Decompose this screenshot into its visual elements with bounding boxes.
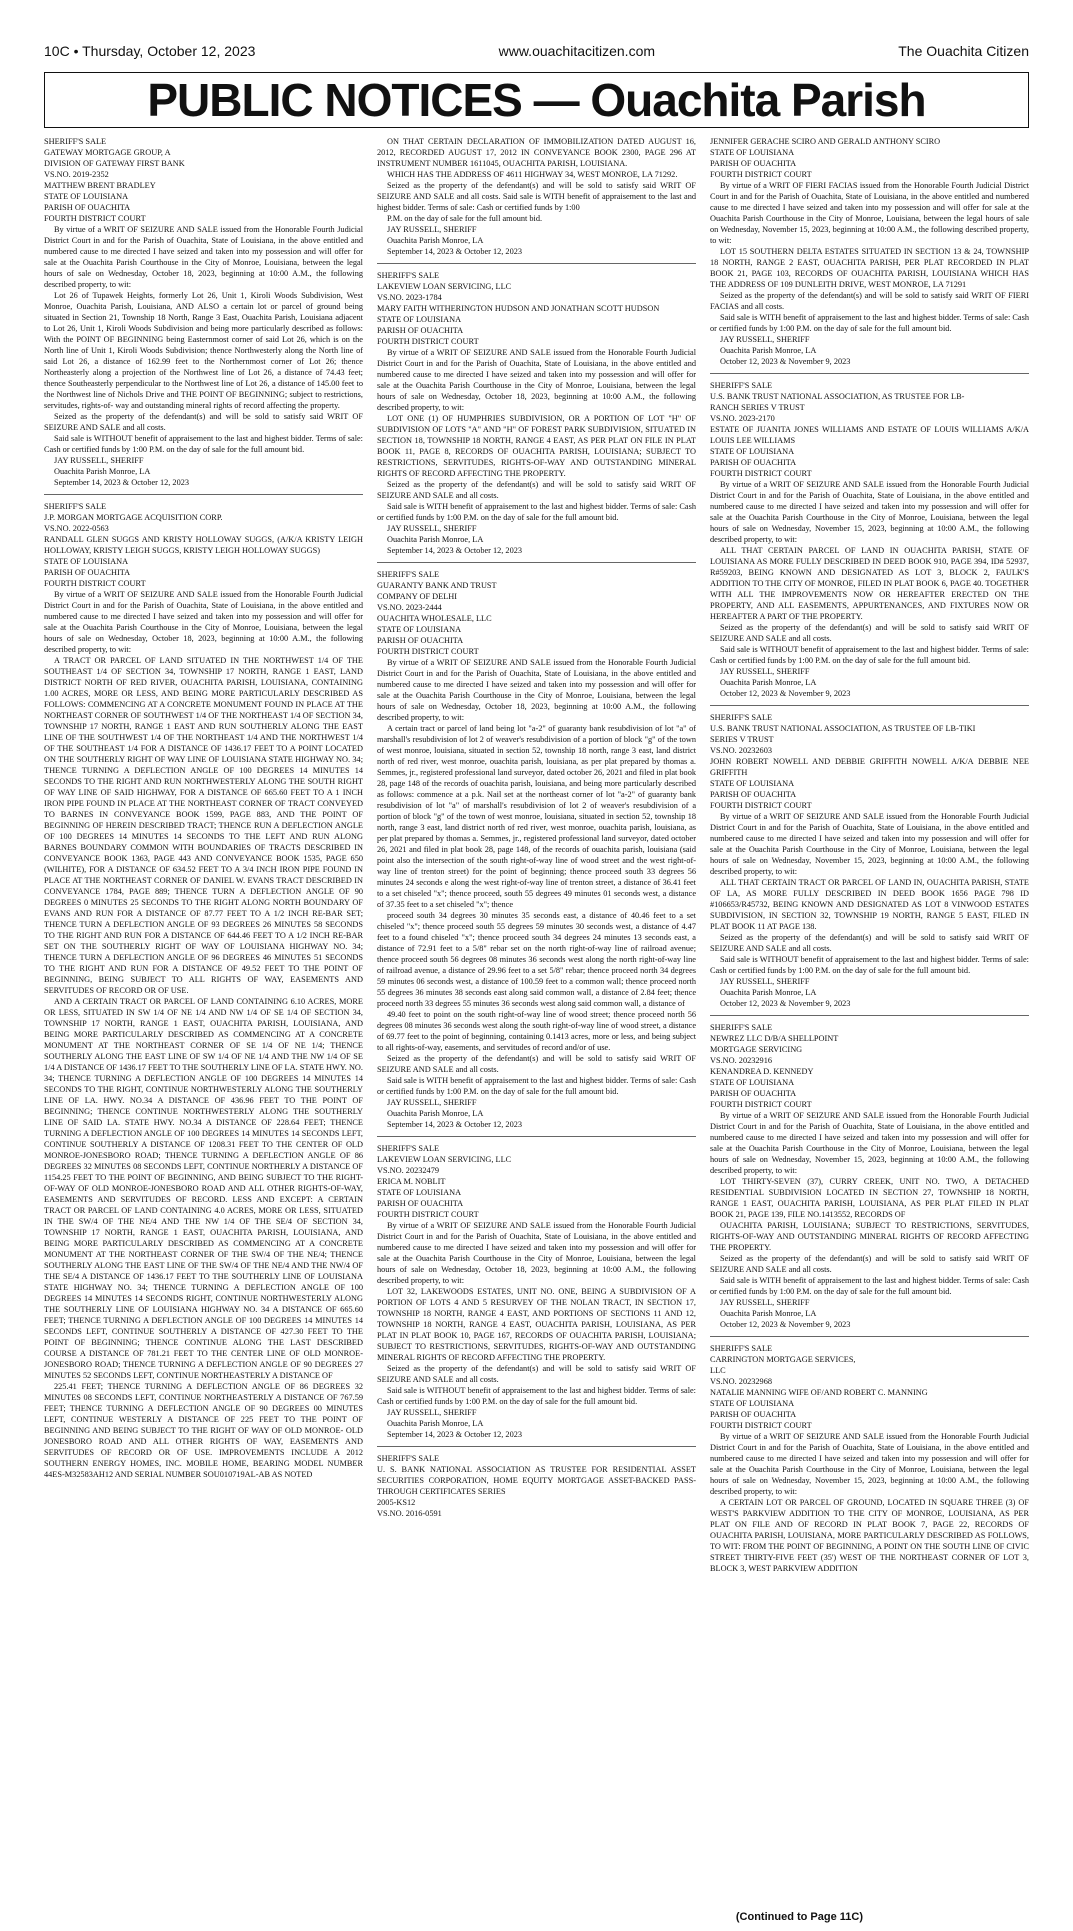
page-info: 10C • Thursday, October 12, 2023 <box>44 43 256 59</box>
notice-paragraph: Seized as the property of the defendant(s) and will be sold to satisfy said WRIT OF SEIZURE AND SALE and all costs. <box>710 1254 1029 1274</box>
notice-signature-line: Ouachita Parish Monroe, LA <box>54 467 151 476</box>
notice-heading-line: PARISH OF OUACHITA <box>377 326 464 335</box>
notice-heading-line: FOURTH DISTRICT COURT <box>710 801 812 810</box>
column-2 <box>377 136 696 1905</box>
notice-heading-line: JOHN ROBERT NOWELL AND DEBBIE GRIFFITH NOWELL A/K/A DEBBIE NEE GRIFFITH <box>710 757 1029 777</box>
notice-divider <box>377 562 696 563</box>
notice-heading-line: SHERIFF'S SALE <box>710 1344 773 1353</box>
notice-heading-line: J.P. MORGAN MORTGAGE ACQUISITION CORP. <box>44 513 223 522</box>
notice-heading-line: STATE OF LOUISIANA <box>710 148 795 157</box>
notice-signature-line: September 14, 2023 & October 12, 2023 <box>54 478 190 487</box>
notice-signature-line: October 12, 2023 & November 9, 2023 <box>720 689 851 698</box>
notice-heading-line: VS.NO. 2023-2170 <box>710 414 775 423</box>
notice-paragraph: Said sale is WITH benefit of appraisement to the last and highest bidder. Terms of sale: Cash or certified funds by 1:00 P.M. on the day of sale for the full amount bid. <box>710 313 1029 333</box>
notice-signature-line: September 14, 2023 & October 12, 2023 <box>387 546 523 555</box>
notice-heading-line: U. S. BANK NATIONAL ASSOCIATION AS TRUSTEE FOR RESIDENTIAL ASSET SECURITIES CORPORATION, HOME EQUITY MORTGAGE ASSET-BACKED PASS-THROUGH CERTIFICATES SERIES <box>377 1465 696 1496</box>
notice-heading-line: PARISH OF OUACHITA <box>377 1199 464 1208</box>
notice-heading-line: STATE OF LOUISIANA <box>710 1399 795 1408</box>
notice-divider <box>710 1015 1029 1016</box>
column-1 <box>44 136 363 1905</box>
legal-notice <box>44 501 363 1480</box>
notice-heading-line: NATALIE MANNING WIFE OF/AND ROBERT C. MANNING <box>710 1388 928 1397</box>
notice-heading-line: RANCH SERIES V TRUST <box>710 403 805 412</box>
notice-paragraph: By virtue of a WRIT OF SEIZURE AND SALE issued from the Honorable Fourth Judicial District Court in and for the Parish of Ouachita, State of Louisiana, in the above entitled and numbered cause to me directed I have seized and taken into my possession and will offer for sale at the Ouachita Parish Courthouse in the City of Monroe, Louisiana, between the legal hours of sale on Wednesday, November 15, 2023, beginning at 10:00 A.M., the following described property, to wit: <box>710 480 1029 544</box>
notice-heading-line: FOURTH DISTRICT COURT <box>44 579 146 588</box>
notice-paragraph: A TRACT OR PARCEL OF LAND SITUATED IN THE NORTHWEST 1/4 OF THE SOUTHEAST 1/4 OF SECTION 34, TOWNSHIP 17 NORTH, RANGE 1 EAST, LAND DISTRICT NORTH OF RED RIVER, OUACHITA PARISH, LOUISIANA, CONTAINING 1.00 ACRES, MORE OR LESS, AND BEING MORE PARTICULARLY DESCRIBED AS FOLLOWS: COMMENCING AT A CONCRETE MONUMENT FOUND IN PLACE AT THE NORTHEAST CORNER OF SOUTHWEST 1/4 OF THE NORTHEAST 1/4 OF SECTION 34, TOWNSHIP 17 NORTH, RANGE 1 EAST AND RUN SOUTHERLY ALONG THE EAST LINE OF THE SOUTHWEST 1/4 OF THE NORTHEAST 1/4 AND THE NORTHWEST 1/4 OF THE SOUTHEAST 1/4 FOR A DISTANCE OF 1436.17 FEET TO A POINT LOCATED ON THE SOUTHERLY RIGHT OF WAY LINE OF LOUISIANA STATE HIGHWAY NO. 34; THENCE TURNING A DEFLECTION ANGLE OF 100 DEGREES 14 MINUTES 14 SECONDS TO THE RIGHT AND RUN NORTHWESTERLY ALONG THE SOUTH RIGHT OF WAY LINE OF SAID HIGHWAY, FOR A DISTANCE OF 665.60 FEET TO A 1 INCH IRON PIPE FOUND IN PLACE AT THE NORTHEAST CORNER OF TRACT CONVEYED TO BARNES IN CONVEYANCE BOOK 1599, PAGE 883, AND THE POINT OF BEGINNING OF HEREIN DESCRIBED TRACT; THENCE RUN A DEFLECTION ANGLE OF 100 DEGREES 14 MINUTES 14 SECONDS TO THE LEFT AND RUN ALONG BARNES BOUNDARY COMMON WITH BOUNDARIES OF TRACTS DESCRIBED IN CONVEYANCE BOOK 1363, PAGE 443 AND CONVEYANCE BOOK 1535, PAGE 650 (WILHITE), FOR A DISTANCE OF 634.52 FEET TO A 3/4 INCH IRON PIPE FOUND IN PLACE AT THE NORTHEAST CORNER OF DANIEL W. EVANS TRACT DESCRIBED IN CONVEYANCE 1784, PAGE 889; THENCE TURN A DEFLECTION ANGLE OF 90 DEGREES 0 MINUTES 25 SECONDS TO THE RIGHT ALONG NORTH BOUNDARY OF EVANS AND RUN FOR A DISTANCE OF 87.77 FEET TO A 1/2 INCH RE-BAR SET; THENCE TURN A DEFLECTION ANGLE OF 93 DEGREES 26 MINUTES 58 SECONDS TO THE RIGHT AND RUN FOR A DISTANCE OF 644.46 FEET TO A 1/2 INCH RE-BAR SET ON THE SOUTHERLY RIGHT OF WAY OF LOUISIANA HIGHWAY NO. 34; THENCE TURN A DEFLECTION ANGLE OF 96 DEGREES 46 MINUTES 51 SECONDS TO THE RIGHT AND RUN FOR A DISTANCE OF 49.52 FEET TO THE POINT OF BEGINNING, BEING SUBJECT TO ALL RIGHTS OF WAY, EASEMENTS AND SERVITUDES OF RECORD OR OF USE. <box>44 656 363 995</box>
notice-heading-line: SHERIFF'S SALE <box>377 271 440 280</box>
notice-heading-line: ESTATE OF JUANITA JONES WILLIAMS AND ESTATE OF LOUIS WILLIAMS A/K/A LOUIS LEE WILLIAMS <box>710 425 1029 445</box>
notice-heading-line: JENNIFER GERACHE SCIRO AND GERALD ANTHONY SCIRO <box>710 137 941 146</box>
notice-heading-line: SHERIFF'S SALE <box>377 570 440 579</box>
notice-heading-line: STATE OF LOUISIANA <box>44 557 129 566</box>
legal-notice <box>710 712 1029 1009</box>
notice-divider <box>377 1446 696 1447</box>
notice-heading-line: 2005-KS12 <box>377 1498 416 1507</box>
notice-paragraph: Seized as the property of the defendant(s) and will be sold to satisfy said WRIT OF SEIZURE AND SALE and all costs. <box>377 1364 696 1384</box>
notice-heading-line: MORTGAGE SERVICING <box>710 1045 803 1054</box>
notice-heading-line: GATEWAY MORTGAGE GROUP, A <box>44 148 171 157</box>
notice-signature-line: JAY RUSSELL, SHERIFF <box>720 667 810 676</box>
legal-notice <box>377 136 696 257</box>
notice-heading-line: VS.NO. 20232968 <box>710 1377 772 1386</box>
notice-paragraph: Said sale is WITH benefit of appraisement to the last and highest bidder. Terms of sale: Cash or certified funds by 1:00 P.M. on the day of sale for the full amount bid. <box>377 502 696 522</box>
notice-heading-line: PARISH OF OUACHITA <box>710 1410 797 1419</box>
notice-paragraph: LOT 15 SOUTHERN DELTA ESTATES SITUATED IN SECTION 13 & 24, TOWNSHIP 18 NORTH, RANGE 2 EAST, OUACHITA PARISH, PER PLAT RECORDED IN PLAT BOOK 21, PAGE 103, RECORDS OF OUACHITA PARISH, LOUISIANA WHICH HAS THE ADDRESS OF 109 DUNLEITH DRIVE, WEST MONROE, LA 71291 <box>710 247 1029 289</box>
legal-notice <box>377 1453 696 1519</box>
notice-signature-line: JAY RUSSELL, SHERIFF <box>387 1408 477 1417</box>
notice-paragraph: Seized as the property of the defendant(s) and will be sold to satisfy said WRIT OF SEIZURE AND SALE and all costs. <box>710 933 1029 953</box>
notice-paragraph: LOT ONE (1) OF HUMPHRIES SUBDIVISION, OR A PORTION OF LOT "H" OF SUBDIVISION OF LOTS "A" AND "H" OF FOREST PARK SUBDIVISION, SITUATED IN SECTION 18, TOWNSHIP 18 NORTH, RANGE 4 EAST, AS PER PLAT ON FILE IN PLAT BOOK 11, PAGE 8, RECORDS OF OUACHITA PARISH, LOUISIANA; SUBJECT TO RESTRICTIONS, SERVITUDES, RIGHTS-OF-WAY AND OUTSTANDING MINERAL RIGHTS OF RECORD AFFECTING THE PROPERTY. <box>377 414 696 478</box>
notice-heading-line: PARISH OF OUACHITA <box>377 636 464 645</box>
newspaper-name: The Ouachita Citizen <box>898 43 1029 59</box>
legal-notice <box>377 270 696 556</box>
notice-heading-line: PARISH OF OUACHITA <box>44 568 131 577</box>
notice-heading-line: NEWREZ LLC D/B/A SHELLPOINT <box>710 1034 839 1043</box>
notice-paragraph: By virtue of a WRIT OF SEIZURE AND SALE issued from the Honorable Fourth Judicial District Court in and for the Parish of Ouachita, State of Louisiana, in the above entitled and numbered cause to me directed I have seized and taken into my possession and will offer for sale at the Ouachita Parish Courthouse in the City of Monroe, Louisiana, between the legal hours of sale on Wednesday, October 18, 2023, beginning at 10:00 A.M., the following described property, to wit: <box>44 225 363 289</box>
notice-heading-line: FOURTH DISTRICT COURT <box>377 647 479 656</box>
notice-paragraph: A certain tract or parcel of land being lot "a-2" of guaranty bank resubdivision of lot "a" of marshall's resubdivision of lot 2 of weaver's resubdivision of a portion of block "g" of the town of west monroe, louisiana, situated in section 52, township 18 north, range 3 east, land district north of red river, west monroe, ouachita parish, louisiana, as per plat prepared by thomas a. Semmes, jr., registered professional land surveyor, dated october 26, 2021 and filed in plat book 28, page 148 of the records of ouachita parish, louisiana, and being more particularly described as follows: commence at a p.k. Nail set at the northeast corner of lot "a-2" of guaranty bank resubdivision of lot "a" of marshall's resubdivision of lot 2 of weaver's resubdivision of a portion of block "g" of the town of west monroe, louisiana, situated in section 52, township 18 north, range 3 east, land district north of red river, west monroe, ouachita parish, louisiana, as per plat prepared by thomas a. Semmes, jr., registered professional land surveyor, dated october 26, 2021 and filed in plat book 28, page 148, of the records of ouachita parish, louisiana (said point also the intersection of the south right-of-way line of wood street and the west right-of-way line of trenton street) for the point of beginning; thence proceed south 33 degrees 56 minutes 24 seconds e along the west right-of-way line of trenton street, a distance of 36.41 feet to a set chiseled "x"; thence proceed, south 55 degrees 49 minutes 01 seconds west, a distance of 37.35 feet to a set chiseled "x"; thence <box>377 724 696 909</box>
notice-heading-line: CARRINGTON MORTGAGE SERVICES, <box>710 1355 856 1364</box>
notice-heading-line: FOURTH DISTRICT COURT <box>710 170 812 179</box>
notice-heading-line: FOURTH DISTRICT COURT <box>710 1100 812 1109</box>
notice-heading-line: SHERIFF'S SALE <box>710 713 773 722</box>
notice-heading-line: GUARANTY BANK AND TRUST <box>377 581 497 590</box>
notice-heading-line: COMPANY OF DELHI <box>377 592 458 601</box>
notice-heading-line: STATE OF LOUISIANA <box>377 1188 462 1197</box>
notice-paragraph: Lot 26 of Tupawek Heights, formerly Lot 26, Unit 1, Kiroli Woods Subdivision, West Monroe, Ouachita Parish, Louisiana, AND ALSO a certain lot or parcel of ground being situated in Section 21, Township 18 North, Range 3 East, Ouachita Parish, Louisiana adjacent to Lot 26, Unit 1, Kiroli Woods Subdivision and being more particularly described as follows: With the POINT OF BEGINNING being Easternmost corner of said Lot 26, which is on the North line of Unit 1, Kiroli Woods Subdivision; thence Northwesterly along the North line of said Lot 26, a distance of 162.99 feet to the Northernmost corner of Lot 26; thence Northeasterly along a projection of the Northwest line of Lot 26, a distance of 74.43 feet; thence Southeasterly perpendicular to the Northwest line of Lot 26, a distance of 145.00 feet to the Northwest line of Nichols Drive and THE POINT OF BEGINNING; subject to restrictions, servitudes, rights-of- way and outstanding mineral rights of record affecting the property. <box>44 291 363 410</box>
notice-heading-line: STATE OF LOUISIANA <box>710 447 795 456</box>
notice-paragraph: By virtue of a WRIT OF SEIZURE AND SALE issued from the Honorable Fourth Judicial District Court in and for the Parish of Ouachita, State of Louisiana, in the above entitled and numbered cause to me directed I have seized and taken into my possession and will offer for sale at the Ouachita Parish Courthouse in the City of Monroe, Louisiana, between the legal hours of sale on Wednesday, October 18, 2023, beginning at 10:00 A.M., the following described property, to wit: <box>377 658 696 722</box>
notice-heading-line: LLC <box>710 1366 726 1375</box>
notice-paragraph: Said sale is WITHOUT benefit of appraisement to the last and highest bidder. Terms of sale: Cash or certified funds by 1:00 P.M. on the day of sale for the full amount bid. <box>377 1386 696 1406</box>
column-3 <box>710 136 1029 1905</box>
notice-heading-line: ERICA M. NOBLIT <box>377 1177 446 1186</box>
notice-signature-line: JAY RUSSELL, SHERIFF <box>720 1298 810 1307</box>
notice-paragraph: By virtue of a WRIT OF SEIZURE AND SALE issued from the Honorable Fourth Judicial District Court in and for the Parish of Ouachita, State of Louisiana, in the above entitled and numbered cause to me directed I have seized and taken into my possession and will offer for sale at the Ouachita Parish Courthouse in the City of Monroe, Louisiana, between the legal hours of sale on Wednesday, November 15, 2023, beginning at 10:00 A.M., the following described property, to wit: <box>710 1111 1029 1175</box>
notice-heading-line: FOURTH DISTRICT COURT <box>44 214 146 223</box>
notice-heading-line: PARISH OF OUACHITA <box>710 790 797 799</box>
notice-paragraph: By virtue of a WRIT OF SEIZURE AND SALE issued from the Honorable Fourth Judicial District Court in and for the Parish of Ouachita, State of Louisiana, in the above entitled and numbered cause to me directed I have seized and taken into my possession and will offer for sale at the Ouachita Parish Courthouse in the City of Monroe, Louisiana, between the legal hours of sale on Wednesday, October 18, 2023, beginning at 10:00 A.M., the following described property, to wit: <box>44 590 363 654</box>
section-banner <box>44 72 1029 128</box>
notice-heading-line: SERIES V TRUST <box>710 735 774 744</box>
notice-heading-line: PARISH OF OUACHITA <box>44 203 131 212</box>
notice-heading-line: LAKEVIEW LOAN SERVICING, LLC <box>377 282 512 291</box>
notice-paragraph: By virtue of a WRIT OF SEIZURE AND SALE issued from the Honorable Fourth Judicial District Court in and for the Parish of Ouachita, State of Louisiana, in the above entitled and numbered cause to me directed I have seized and taken into my possession and will offer for sale at the Ouachita Parish Courthouse in the City of Monroe, Louisiana, between the legal hours of sale on Wednesday, October 18, 2023, beginning at 10:00 A.M., the following described property, to wit: <box>377 348 696 412</box>
notice-signature-line: JAY RUSSELL, SHERIFF <box>54 456 144 465</box>
notice-heading-line: FOURTH DISTRICT COURT <box>710 1421 812 1430</box>
notice-signature-line: JAY RUSSELL, SHERIFF <box>387 1098 477 1107</box>
notice-heading-line: KENANDREA D. KENNEDY <box>710 1067 814 1076</box>
notice-signature-line: Ouachita Parish Monroe, LA <box>387 535 484 544</box>
notice-divider <box>710 1336 1029 1337</box>
notice-paragraph: Seized as the property of the defendant(s) and will be sold to satisfy said WRIT OF FIERI FACIAS and all costs. <box>710 291 1029 311</box>
notice-heading-line: VS.NO. 20232603 <box>710 746 772 755</box>
notice-paragraph: AND A CERTAIN TRACT OR PARCEL OF LAND CONTAINING 6.10 ACRES, MORE OR LESS, SITUATED IN SW 1/4 OF NE 1/4 AND NW 1/4 OF SE 1/4 OF SECTION 34, TOWNSHIP 17 NORTH, RANGE 1 EAST, OUACHITA PARISH, LOUISIANA, AND BEING MORE PARTICULARLY DESCRIBED AS COMMENCING AT A CONCRETE MONUMENT AT THE NORTHEAST CORNER OF SE 1/4 OF NE 1/4; THENCE SOUTHERLY ALONG THE EAST LINE OF SW 1/4 OF NE 1/4 AND THE NW 1/4 OF SE 1/4 A DISTANCE OF 1436.17 FEET TO THE SOUTHERLY LINE OF LA. STATE HWY. NO. 34; THENCE TURNING A DEFLECTION ANGLE OF 100 DEGREES 14 MINUTES 14 SECONDS TO THE RIGHT, CONTINUE NORTHWESTERLY ALONG THE SOUTHERLY LINE OF LA. HWY. NO.34 A DISTANCE OF 436.96 FEET TO THE POINT OF BEGINNING; THENCE CONTINUE NORTHWESTERLY ALONG THE SOUTHERLY LINE OF SAID LA. STATE HWY. NO.34 A DISTANCE OF 228.64 FEET; THENCE TURNING A DEFLECTION ANGLE OF 100 DEGREES 14 MINUTES 14 SECONDS LEFT, CONTINUE SOUTHERLY A DISTANCE OF 1208.31 FEET TO THE CENTER OF OLD MONROE-JONESBORO ROAD; THENCE TURNING A DEFLECTION ANGLE OF 86 DEGREES 32 MINUTES 08 SECONDS LEFT, CONTINUE NORTHERLY A DISTANCE OF 1154.25 FEET TO THE POINT OF BEGINNING, AND BEING SUBJECT TO THE RIGHT-OF-WAY OF OLD MONROE-JONESBORO ROAD AND ALL OTHER RIGHTS-OF-WAY, EASEMENTS AND SERVITUDES OF RECORD. LESS AND EXCEPT: A CERTAIN TRACT OR PARCEL OF LAND CONTAINING 4.0 ACRES, MORE OR LESS, SITUATED IN THE SW/4 OF THE NE/4 AND THE NW 1/4 OF THE SE/4 OF SECTION 34, TOWNSHIP 17 NORTH, RANGE 1 EAST, OUACHITA PARISH, LOUISIANA, AND BEING MORE PARTICULARLY DESCRIBED AS COMMENCING AT A CONCRETE MONUMENT AT THE NORTHEAST CORNER OF THE SW/4 OF THE NE/4; THENCE SOUTHERLY ALONG THE EAST LINE OF THE SW/4 OF THE NE/4 AND THE NW/4 OF THE SE/4 A DISTANCE OF 1436.17 FEET TO THE SOUTHERLY LINE OF LOUISIANA STATE HIGHWAY NO. 34; THENCE TURNING A DEFLECTION ANGLE OF 100 DEGREES 14 MINUTES 14 SECONDS RIGHT, CONTINUE NORTHWESTERLY ALONG THE SOUTHERLY LINE OF LOUISIANA HIGHWAY NO. 34 A DISTANCE OF 665.60 FEET; THENCE TURNING A DEFLECTION ANGLE OF 100 DEGREES 14 MINUTES 14 SECONDS LEFT, CONTINUE SOUTHERLY A DISTANCE OF 427.30 FEET TO THE POINT OF BEGINNING; THENCE CONTINUE ALONG THE LAST DESCRIBED COURSE A DISTANCE OF 781.21 FEET TO THE CENTER LINE OF OLD MONROE-JONESBORO ROAD; THENCE TURNING A DEFLECTION ANGLE OF 90 DEGREES 27 MINUTES 52 SECONDS LEFT, CONTINUE NORTHEASTERLY A DISTANCE OF <box>44 997 363 1380</box>
notice-heading-line: FOURTH DISTRICT COURT <box>710 469 812 478</box>
notice-heading-line: STATE OF LOUISIANA <box>710 1078 795 1087</box>
notice-paragraph: A CERTAIN LOT OR PARCEL OF GROUND, LOCATED IN SQUARE THREE (3) OF WEST'S PARKVIEW ADDITION TO THE CITY OF MONROE, LOUISIANA, AS PER PLAT ON FILE AND OF RECORD IN PLAT BOOK 7, PAGE 22, RECORDS OF OUACHITA PARISH, LOUISIANA, MORE PARTICULARLY DESCRIBED AS FOLLOWS, TO WIT: FROM THE POINT OF BEGINNING, A POINT ON THE SOUTH LINE OF CIVIC STREET THIRTY-FIVE FEET (35') WEST OF THE NORTHEAST CORNER OF LOT 3, BLOCK 3, WEST PARKVIEW ADDITION <box>710 1498 1029 1573</box>
notice-signature-line: Ouachita Parish Monroe, LA <box>387 1419 484 1428</box>
notice-heading-line: SHERIFF'S SALE <box>377 1144 440 1153</box>
notice-signature-line: October 12, 2023 & November 9, 2023 <box>720 1320 851 1329</box>
notice-paragraph: ON THAT CERTAIN DECLARATION OF IMMOBILIZATION DATED AUGUST 16, 2012, RECORDED AUGUST 17, 2012 IN CONVEYANCE BOOK 2300, PAGE 296 AT INSTRUMENT NUMBER 1611045, OUACHITA PARISH, LOUISIANA. <box>377 137 696 168</box>
legal-notice <box>710 380 1029 699</box>
notice-heading-line: LAKEVIEW LOAN SERVICING, LLC <box>377 1155 512 1164</box>
notice-paragraph: Seized as the property of the defendant(s) and will be sold to satisfy said WRIT OF SEIZURE AND SALE and all costs. <box>377 1054 696 1074</box>
notice-paragraph: 49.40 feet to point on the south right-of-way line of wood street; thence proceed north 56 degrees 08 minutes 36 seconds west along the south right-of-way line of wood street, a distance of 69.77 feet to the point of beginning, containing 0.1413 acres, more or less, and being subject to all rights-of-way, easements, and servitudes of record and/or of use. <box>377 1010 696 1052</box>
section-title: PUBLIC NOTICES — Ouachita Parish <box>147 74 926 126</box>
notice-divider <box>710 705 1029 706</box>
notice-signature-line: JAY RUSSELL, SHERIFF <box>720 335 810 344</box>
notice-signature-line: JAY RUSSELL, SHERIFF <box>720 977 810 986</box>
notice-heading-line: SHERIFF'S SALE <box>377 1454 440 1463</box>
notice-paragraph: P.M. on the day of sale for the full amount bid. <box>387 214 543 223</box>
notice-heading-line: SHERIFF'S SALE <box>710 1023 773 1032</box>
notice-signature-line: Ouachita Parish Monroe, LA <box>720 678 817 687</box>
notice-signature-line: September 14, 2023 & October 12, 2023 <box>387 1430 523 1439</box>
notice-paragraph: Said sale is WITHOUT benefit of appraisement to the last and highest bidder. Terms of sale: Cash or certified funds by 1:00 P.M. on the day of sale for the full amount bid. <box>710 955 1029 975</box>
notice-paragraph: Said sale is WITHOUT benefit of appraisement to the last and highest bidder. Terms of sale: Cash or certified funds by 1:00 P.M. on the day of sale for the full amount bid. <box>710 645 1029 665</box>
legal-notice <box>377 569 696 1130</box>
notice-signature-line: JAY RUSSELL, SHERIFF <box>387 524 477 533</box>
notice-heading-line: FOURTH DISTRICT COURT <box>377 1210 479 1219</box>
notice-signature-line: October 12, 2023 & November 9, 2023 <box>720 357 851 366</box>
notice-heading-line: U.S. BANK TRUST NATIONAL ASSOCIATION, AS TRUSTEE OF LB-TIKI <box>710 724 976 733</box>
notice-heading-line: VS.NO. 2022-0563 <box>44 524 109 533</box>
notice-signature-line: Ouachita Parish Monroe, LA <box>720 988 817 997</box>
notice-paragraph: By virtue of a WRIT OF SEIZURE AND SALE issued from the Honorable Fourth Judicial District Court in and for the Parish of Ouachita, State of Louisiana, in the above entitled and numbered cause to me directed I have seized and taken into my possession and will offer for sale at the Ouachita Parish Courthouse in the City of Monroe, Louisiana, between the legal hours of sale on Wednesday, November 15, 2023, beginning at 10:00 A.M., the following described property, to wit: <box>710 812 1029 876</box>
notice-divider <box>377 263 696 264</box>
notice-paragraph: Said sale is WITH benefit of appraisement to the last and highest bidder. Terms of sale: Cash or certified funds by 1:00 P.M. on the day of sale for the full amount bid. <box>710 1276 1029 1296</box>
notice-heading-line: STATE OF LOUISIANA <box>44 192 129 201</box>
website-link[interactable]: www.ouachitacitizen.com <box>498 43 656 59</box>
notice-heading-line: VS.NO. 2023-1784 <box>377 293 442 302</box>
notice-heading-line: MATTHEW BRENT BRADLEY <box>44 181 156 190</box>
notice-signature-line: October 12, 2023 & November 9, 2023 <box>720 999 851 1008</box>
notice-signature-line: September 14, 2023 & October 12, 2023 <box>387 247 523 256</box>
notice-heading-line: STATE OF LOUISIANA <box>377 625 462 634</box>
notice-signature-line: September 14, 2023 & October 12, 2023 <box>387 1120 523 1129</box>
notice-paragraph: ALL THAT CERTAIN TRACT OR PARCEL OF LAND IN, OUACHITA PARISH, STATE OF LA, AS MORE FULLY DESCRIBED IN DEED BOOK 1656 PAGE 798 ID #106653/R45732, BEING KNOWN AND DESIGNATED AS LOT 8 VINWOOD ESTATES SUBDIVISION, IN SECTION 32, TOWNSHIP 19 NORTH, RANGE 5 EAST, FILED IN PLAT BOOK 11 AT PAGE 138. <box>710 878 1029 931</box>
notice-divider <box>44 494 363 495</box>
notice-heading-line: DIVISION OF GATEWAY FIRST BANK <box>44 159 185 168</box>
notice-paragraph: LOT THIRTY-SEVEN (37), CURRY CREEK, UNIT NO. TWO, A DETACHED RESIDENTIAL SUBDIVISION LOCATED IN SECTION 27, TOWNSHIP 18 NORTH, RANGE 1 EAST, OUACHITA PARISH, LOUISIANA, AS PER PLAT FILED IN PLAT BOOK 21, PAGE 139, FILE NO.1413552, RECORDS OF <box>710 1177 1029 1219</box>
notice-heading-line: PARISH OF OUACHITA <box>710 458 797 467</box>
notice-divider <box>377 1136 696 1137</box>
notice-signature-line: JAY RUSSELL, SHERIFF <box>387 225 477 234</box>
legal-notice <box>710 136 1029 367</box>
notice-heading-line: STATE OF LOUISIANA <box>377 315 462 324</box>
notice-paragraph: LOT 32, LAKEWOODS ESTATES, UNIT NO. ONE, BEING A SUBDIVISION OF A PORTION OF LOTS 4 AND 5 RESURVEY OF THE NOLAN TRACT, IN SECTION 17, TOWNSHIP 18 NORTH, RANGE 4 EAST, AND PORTIONS OF SECTIONS 11 AND 12, TOWNSHIP 18 NORTH, RANGE 4 EAST, OUACHITA PARISH, LOUISIANA, AS PER PLAT IN PLAT BOOK 10, PAGE 167, RECORDS OF OUACHITA PARISH, LOUISIANA; SUBJECT TO RESTRICTIONS, SERVITUDES, RIGHTS-OF-WAY AND OUTSTANDING MINERAL RIGHTS OF RECORD AFFECTING THE PROPERTY. <box>377 1287 696 1362</box>
notices-columns <box>44 136 1029 1905</box>
notice-heading-line: RANDALL GLEN SUGGS AND KRISTY HOLLOWAY SUGGS, (A/K/A KRISTY LEIGH HOLLOWAY, KRISTY LEIGH SUGGS, KRISTY LEIGH HOLLOWAY SUGGS) <box>44 535 363 555</box>
notice-heading-line: VS.NO. 2019-2352 <box>44 170 109 179</box>
notice-paragraph: OUACHITA PARISH, LOUISIANA; SUBJECT TO RESTRICTIONS, SERVITUDES, RIGHTS-OF-WAY AND OUTSTANDING MINERAL RIGHTS OF RECORD AFFECTING THE PROPERTY. <box>710 1221 1029 1252</box>
notice-heading-line: SHERIFF'S SALE <box>710 381 773 390</box>
notice-paragraph: proceed south 34 degrees 30 minutes 35 seconds east, a distance of 40.46 feet to a set chiseled "x"; thence proceed south 55 degrees 59 minutes 30 seconds west, a distance of 4.47 feet to a found chiseled "x"; thence proceed south 34 degrees 24 minutes 13 seconds east, a distance of 72.91 feet to a 5/8" rebar set on the north right-of-way line of railroad avenue; thence proceed south 56 degrees 08 minutes 36 seconds west along the north right-of-way line of railroad avenue, a distance of 29.96 feet to a set 5/8" rebar; thence proceed north 34 degrees 59 minutes 06 seconds west, a distance of 100.59 feet to a common wall; thence proceed north 55 degrees 36 minutes 38 seconds east along said common wall, a distance of 2.84 feet; thence proceed north 33 degrees 55 minutes 36 seconds west along said common wall, a distance of <box>377 911 696 1008</box>
notice-paragraph: Seized as the property of the defendant(s) and will be sold to satisfy said WRIT OF SEIZURE AND SALE and all costs. <box>377 480 696 500</box>
notice-paragraph: Said sale is WITH benefit of appraisement to the last and highest bidder. Terms of sale: Cash or certified funds by 1:00 P.M. on the day of sale for the full amount bid. <box>377 1076 696 1096</box>
legal-notice <box>710 1343 1029 1574</box>
notice-heading-line: VS.NO. 20232479 <box>377 1166 439 1175</box>
notice-paragraph: Seized as the property of the defendant(s) and will be sold to satisfy said WRIT OF SEIZURE AND SALE and all costs. <box>710 623 1029 643</box>
legal-notice <box>710 1022 1029 1330</box>
notice-heading-line: PARISH OF OUACHITA <box>710 1089 797 1098</box>
notice-paragraph: Seized as the property of the defendant(s) and will be sold to satisfy said WRIT OF SEIZURE AND SALE and all costs. Said sale is WITH benefit of appraisement to the last and highest bidder. Terms of sale: Cash or certified funds by 1:00 <box>377 181 696 212</box>
notice-heading-line: STATE OF LOUISIANA <box>710 779 795 788</box>
notice-paragraph: 225.41 FEET; THENCE TURNING A DEFLECTION ANGLE OF 86 DEGREES 32 MINUTES 08 SECONDS LEFT, CONTINUE NORTHEASTERLY A DISTANCE OF 767.59 FEET; THENCE TURNING A DEFLECTION ANGLE OF 90 DEGREES 00 MINUTES LEFT, CONTINUE WESTERLY A DISTANCE OF 225 FEET TO THE POINT OF BEGINNING AND BEING SUBJECT TO THE RIGHT OF WAY OF OLD MONROE- OLD JONESBORO ROAD AND ALL OTHER RIGHTS OF WAY, EASEMENTS AND SERVITUDES OF RECORD OR OF USE. IMPROVEMENTS INCLUDE A 2012 SOUTHERN ENERGY HOMES, INC. MOBILE HOME, BEARING MODEL NUMBER 44ES-M32583AH12 AND SERIAL NUMBER SOU010719AL-AB AS NOTED <box>44 1382 363 1479</box>
notice-signature-line: Ouachita Parish Monroe, LA <box>387 1109 484 1118</box>
notice-signature-line: Ouachita Parish Monroe, LA <box>720 1309 817 1318</box>
notice-heading-line: SHERIFF'S SALE <box>44 502 107 511</box>
notice-heading-line: VS.NO. 20232916 <box>710 1056 772 1065</box>
notice-heading-line: VS.NO. 2016-0591 <box>377 1509 442 1518</box>
notice-heading-line: OUACHITA WHOLESALE, LLC <box>377 614 492 623</box>
notice-divider <box>710 373 1029 374</box>
notice-heading-line: FOURTH DISTRICT COURT <box>377 337 479 346</box>
legal-notice <box>377 1143 696 1440</box>
notice-heading-line: SHERIFF'S SALE <box>44 137 107 146</box>
notice-signature-line: Ouachita Parish Monroe, LA <box>387 236 484 245</box>
notice-heading-line: MARY FAITH WITHERINGTON HUDSON AND JONATHAN SCOTT HUDSON <box>377 304 660 313</box>
notice-paragraph: ALL THAT CERTAIN PARCEL OF LAND IN OUACHITA PARISH, STATE OF LOUISIANA AS MORE FULLY DESCRIBED IN DEED BOOK 910, PAGE 394, ID# 52937, R#59203, BEING KNOWN AND DESIGNATED AS LOT 3, BLOCK 2, FAULK'S ADDITION TO THE CITY OF MONROE, FILED IN PLAT BOOK 6, PAGE 40. TOGETHER WITH ALL THE IMPROVEMENTS NOW OR HEREAFTER ERECTED ON THE PROPERTY, AND ALL EASEMENTS, APPURTENANCES, AND FIXTURES NOW OR HEREAFTER A PART OF THE PROPERTY. <box>710 546 1029 621</box>
notice-paragraph: By virtue of a WRIT OF SEIZURE AND SALE issued from the Honorable Fourth Judicial District Court in and for the Parish of Ouachita, State of Louisiana, in the above entitled and numbered cause to me directed I have seized and taken into my possession and will offer for sale at the Ouachita Parish Courthouse in the City of Monroe, Louisiana, between the legal hours of sale on Wednesday, October 18, 2023, beginning at 10:00 A.M., the following described property, to wit: <box>377 1221 696 1285</box>
notice-paragraph: By virtue of a WRIT OF FIERI FACIAS issued from the Honorable Fourth Judicial District Court in and for the Parish of Ouachita, State of Louisiana, in the above entitled and numbered cause to me directed I have seized and taken into my possession and will offer for sale at the Ouachita Parish Courthouse in the City of Monroe, Louisiana, between the legal hours of sale on Wednesday, November 15, 2023, beginning at 10:00 A.M., the following described property, to wit: <box>710 181 1029 245</box>
notice-paragraph: By virtue of a WRIT OF SEIZURE AND SALE issued from the Honorable Fourth Judicial District Court in and for the Parish of Ouachita, State of Louisiana, in the above entitled and numbered cause to me directed I have seized and taken into my possession and will offer for sale at the Ouachita Parish Courthouse in the City of Monroe, Louisiana, between the legal hours of sale on Wednesday, November 15, 2023, beginning at 10:00 A.M., the following described property, to wit: <box>710 1432 1029 1496</box>
notice-signature-line: Ouachita Parish Monroe, LA <box>720 346 817 355</box>
notice-paragraph: WHICH HAS THE ADDRESS OF 4611 HIGHWAY 34, WEST MONROE, LA 71292. <box>387 170 678 179</box>
notice-heading-line: U.S. BANK TRUST NATIONAL ASSOCIATION, AS TRUSTEE FOR LB- <box>710 392 965 401</box>
notice-paragraph: Said sale is WITHOUT benefit of appraisement to the last and highest bidder. Terms of sale: Cash or certified funds by 1:00 P.M. on the day of sale for the full amount bid. <box>44 434 363 454</box>
notice-heading-line: VS.NO. 2023-2444 <box>377 603 442 612</box>
legal-notice <box>44 136 363 488</box>
notice-paragraph: Seized as the property of the defendant(s) and will be sold to satisfy said WRIT OF SEIZURE AND SALE and all costs. <box>44 412 363 432</box>
continued-note: (Continued to Page 11C) <box>735 1911 863 1923</box>
page-header <box>44 40 1029 62</box>
notice-heading-line: PARISH OF OUACHITA <box>710 159 797 168</box>
